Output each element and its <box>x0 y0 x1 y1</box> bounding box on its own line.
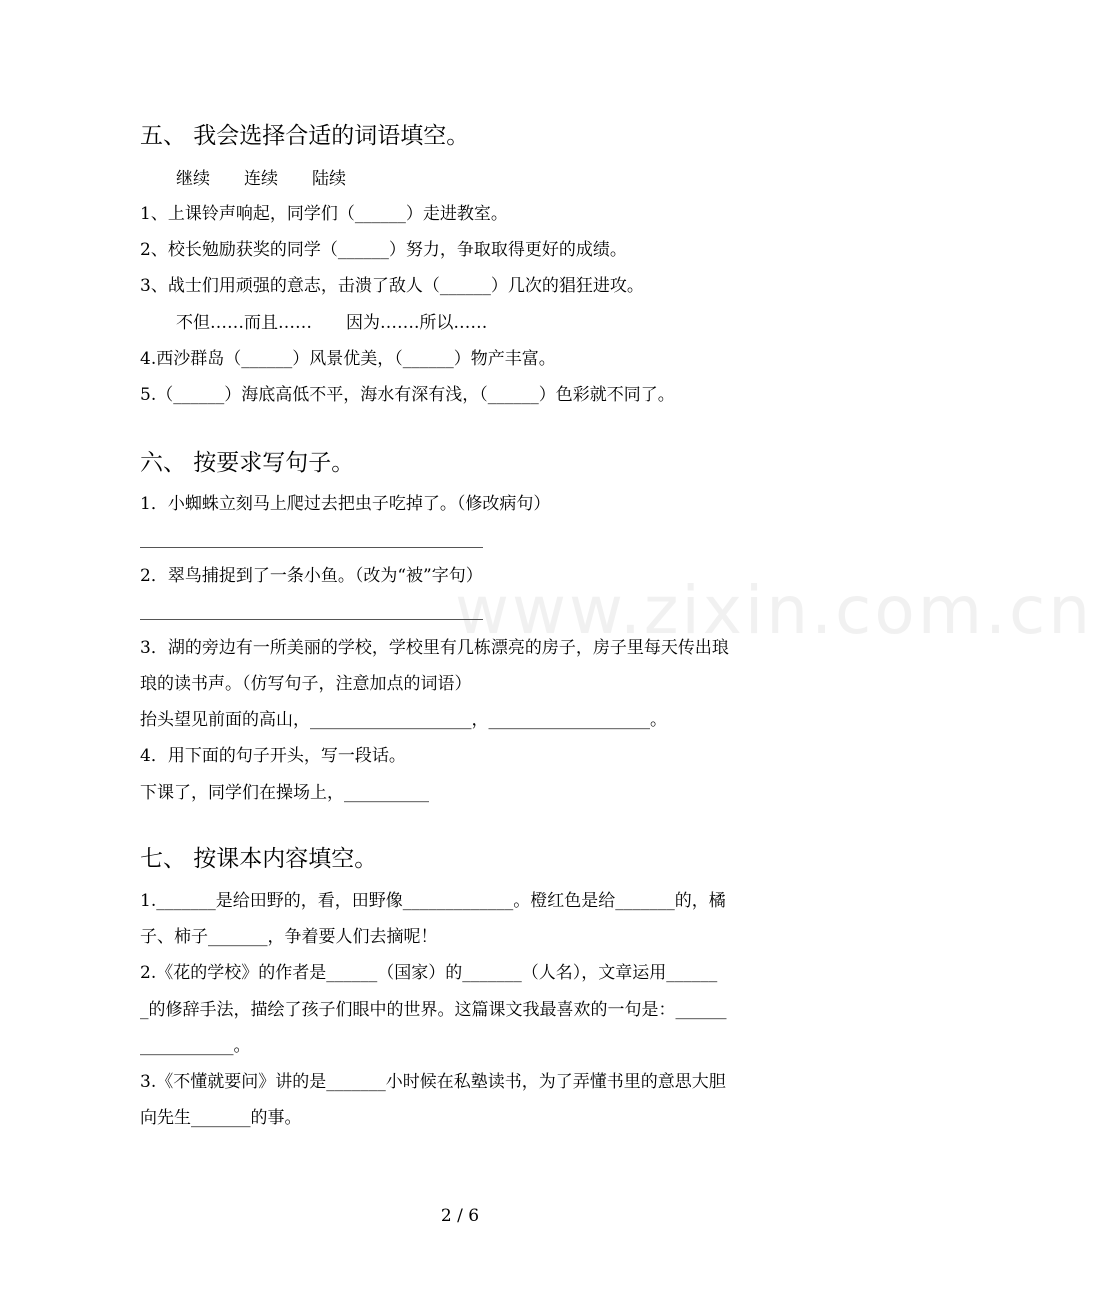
section5-question-2: 2、校长勉励获奖的同学（______）努力，争取取得更好的成绩。 <box>140 240 627 260</box>
section7-question-2-line-2: _的修辞手法，描绘了孩子们眼中的世界。这篇课文我最喜欢的一句是：______ <box>140 1000 727 1020</box>
section7-heading: 七、 按课本内容填空。 <box>140 846 378 872</box>
section5-question-3: 3、战士们用顽强的意志，击溃了敌人（______）几次的猖狂进攻。 <box>140 276 644 296</box>
section5-question-4: 4.西沙群岛（______）风景优美，（______）物产丰富。 <box>140 349 556 369</box>
section6-question-3-line-2: 琅的读书声。（仿写句子，注意加点的词语） <box>140 674 472 694</box>
section7-question-1-line-2: 子、柿子_______，争着要人们去摘呢！ <box>140 927 438 947</box>
section6-question-3-fill: 抬头望见前面的高山，___________________，___________________。 <box>140 710 667 730</box>
section5-question-5: 5.（______）海底高低不平，海水有深有浅，（______）色彩就不同了。 <box>140 385 675 405</box>
section7-question-2-line-1: 2.《花的学校》的作者是______（国家）的_______（人名），文章运用______ <box>140 963 718 983</box>
answer-line <box>140 547 483 548</box>
section6-question-2: 2．翠鸟捕捉到了一条小鱼。（改为“被”字句） <box>140 566 483 586</box>
page-number: 2 / 6 <box>440 1206 480 1226</box>
section5-word-choices-a: 继续 连续 陆续 <box>176 169 346 189</box>
answer-line <box>140 619 483 620</box>
section6-question-4-fill: 下课了，同学们在操场上，__________ <box>140 783 429 803</box>
section5-heading: 五、 我会选择合适的词语填空。 <box>140 123 470 149</box>
section6-heading: 六、 按要求写句子。 <box>140 450 355 476</box>
section7-question-1-line-1: 1._______是给田野的，看，田野像_____________。橙红色是给_______的，橘 <box>140 891 726 911</box>
section5-word-choices-b: 不但……而且…… 因为…….所以…… <box>176 313 488 333</box>
section6-question-3-line-1: 3．湖的旁边有一所美丽的学校，学校里有几栋漂亮的房子，房子里每天传出琅 <box>140 638 729 658</box>
section7-question-3-line-1: 3.《不懂就要问》讲的是_______小时候在私塾读书，为了弄懂书里的意思大胆 <box>140 1072 726 1092</box>
section6-question-1: 1．小蜘蛛立刻马上爬过去把虫子吃掉了。（修改病句） <box>140 494 551 514</box>
section7-question-3-line-2: 向先生_______的事。 <box>140 1108 302 1128</box>
section5-question-1: 1、上课铃声响起，同学们（______）走进教室。 <box>140 204 508 224</box>
section6-question-4: 4．用下面的句子开头，写一段话。 <box>140 746 406 766</box>
section7-question-2-line-3: ___________。 <box>140 1036 251 1056</box>
watermark: www.zixin.com.cn <box>455 572 1093 649</box>
